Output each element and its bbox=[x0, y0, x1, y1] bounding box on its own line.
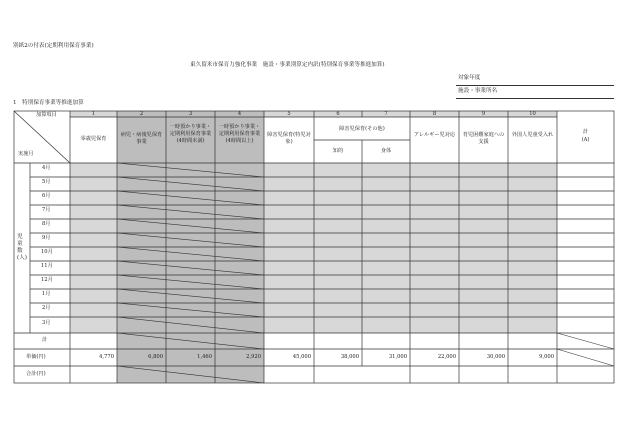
month-label: 10月 bbox=[41, 249, 53, 255]
row-group-label: 児童数(人) bbox=[17, 234, 27, 261]
unit-price-7: 31,000 bbox=[388, 354, 407, 360]
col-num-3: 3 bbox=[188, 111, 193, 117]
col-num-10: 10 bbox=[529, 111, 536, 117]
col-label-6: 知的 bbox=[332, 148, 344, 154]
month-label: 1月 bbox=[42, 291, 51, 297]
month-label: 9月 bbox=[42, 235, 51, 241]
unit-price-10: 9,000 bbox=[539, 354, 554, 360]
unit-price-2: 6,800 bbox=[148, 354, 163, 360]
section-title: 1 特別保育事業等推進加算 bbox=[13, 100, 84, 106]
col-label-3: 一時預かり事業・定期利用保育事業(4時間未満) bbox=[169, 124, 212, 144]
unit-price-label: 単価(円) bbox=[26, 354, 46, 360]
month-label: 7月 bbox=[42, 207, 51, 213]
col-num-1: 1 bbox=[91, 111, 96, 117]
col-num-7: 7 bbox=[384, 111, 388, 117]
month-label: 4月 bbox=[42, 165, 51, 171]
group-header-6-7: 障害児保育(その他) bbox=[339, 126, 385, 132]
month-label: 8月 bbox=[42, 221, 51, 227]
col-label-8: アレルギー児対応 bbox=[413, 132, 456, 138]
col-label-9: 育児困難家庭への支援 bbox=[462, 132, 505, 145]
unit-price-6: 38,000 bbox=[340, 354, 359, 360]
col-label-1: 零歳児保育 bbox=[80, 136, 107, 142]
total-header-sub: (A) bbox=[581, 137, 590, 143]
grand-total-label: 合計(円) bbox=[26, 371, 46, 377]
unit-price-5: 45,000 bbox=[292, 354, 311, 360]
col-label-10: 外国人児童受入れ bbox=[511, 132, 554, 138]
corner-top-label: 加算項目 bbox=[36, 112, 57, 118]
corner-bottom-label: 実施月 bbox=[18, 151, 34, 157]
month-label: 5月 bbox=[42, 179, 51, 185]
unit-price-8: 22,000 bbox=[437, 354, 456, 360]
unit-price-4: 2,920 bbox=[246, 354, 261, 360]
target-year-label: 対象年度 bbox=[458, 75, 481, 81]
total-header: 計 bbox=[582, 129, 589, 135]
col-num-6: 6 bbox=[336, 111, 340, 117]
col-num-4: 4 bbox=[237, 111, 242, 117]
form-label: 別紙2の付表(定期利用保育事業) bbox=[13, 43, 94, 49]
col-num-2: 2 bbox=[139, 111, 144, 117]
col-label-5: 障害児保育(特児対象) bbox=[267, 132, 311, 145]
facility-label: 施設・事業所名 bbox=[458, 88, 498, 94]
sum-row-label: 計 bbox=[42, 337, 48, 343]
col-num-5: 5 bbox=[287, 111, 291, 117]
month-label: 12月 bbox=[41, 277, 53, 283]
page-title: 東久留米市保育力強化事業 施設・事業別算定内訳(特別保育事業等推進加算) bbox=[190, 62, 385, 68]
col-label-4: 一時預かり事業・定期利用保育事業(4時間以上) bbox=[218, 124, 261, 144]
col-label-7: 身体 bbox=[380, 148, 392, 154]
col-num-9: 9 bbox=[481, 111, 486, 117]
unit-price-3: 1,460 bbox=[197, 354, 212, 360]
col-label-2: 病児・病後児保育事業 bbox=[120, 132, 163, 145]
month-label: 2月 bbox=[42, 305, 51, 311]
month-label: 3月 bbox=[42, 320, 51, 326]
month-label: 6月 bbox=[42, 193, 51, 199]
unit-price-9: 30,000 bbox=[486, 354, 505, 360]
col-num-8: 8 bbox=[432, 111, 437, 117]
unit-price-1: 4,770 bbox=[99, 354, 114, 360]
month-label: 11月 bbox=[41, 263, 53, 269]
